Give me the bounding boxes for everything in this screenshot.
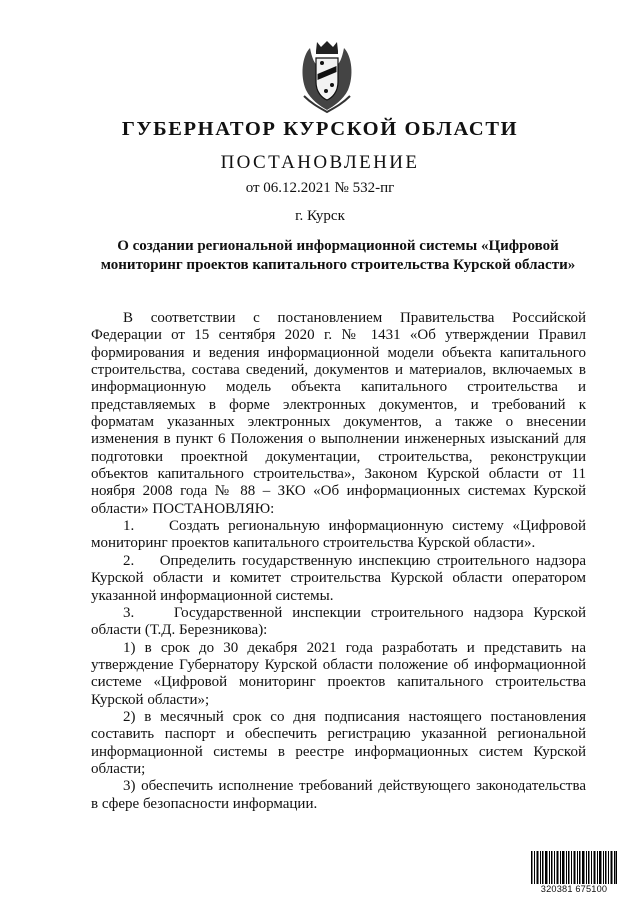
document-body [91, 310, 586, 813]
barcode [531, 851, 617, 895]
subitem-2-paragraph: 2) в месячный срок со дня подписания настоящего постановления составить паспорт и обеспечить регистрацию указанной региональной информационной системы в реестре информационных систем Курской области; [91, 708, 586, 777]
barcode-number: 320381 675100 [540, 884, 608, 894]
date-number: от 06.12.2021 № 532-пг [245, 180, 395, 196]
issuer-title: ГУБЕРНАТОР КУРСКОЙ ОБЛАСТИ [121, 118, 519, 140]
barcode-bars [531, 851, 617, 884]
document-type: ПОСТАНОВЛЕНИЕ [220, 152, 420, 173]
subitem-1-paragraph: 1) в срок до 30 декабря 2021 года разработать и представить на утверждение Губернатору Курской области положение об информационной системе «Цифровой мониторинг проектов капитального строительства Курской области»; [91, 639, 586, 708]
item-3-paragraph: 3. Государственной инспекции строительного надзора Курской области (Т.Д. Березникова): [91, 604, 586, 639]
item-2-paragraph: 2. Определить государственную инспекцию строительного надзора Курской области и комитет строительства Курской области оператором указанной информационной системы. [91, 552, 586, 604]
city: г. Курск [295, 208, 345, 224]
document-subject: О создании региональной информационной системы «Цифровой мониторинг проектов капитального строительства Курской области» [100, 238, 576, 273]
item-1-paragraph: 1. Создать региональную информационную систему «Цифровой мониторинг проектов капитального строительства Курской области». [91, 518, 586, 552]
subitem-3-paragraph: 3) обеспечить исполнение требований действующего законодательства в сфере безопасности информации. [91, 778, 586, 812]
preamble-paragraph: В соответствии с постановлением Правительства Российской Федерации от 15 сентября 2020 г. № 1431 «Об утверждении Правил формирования и ведения информационной модели объекта капитального строительства, состава сведений, документов и материалов, включаемых в информационную модель объекта капитального строительства и представляемых в форме электронных документов, и требований к форматам указанных электронных документов, а также о внесении изменения в пункт 6 Положения о выполнении инженерных изысканий для подготовки проектной документации, строительства, реконструкции объектов капитального строительства», Законом Курской области от 11 ноября 2008 года № 88 – ЗКО «Об информационных системах Курской области» ПОСТАНОВЛЯЮ: [91, 310, 586, 517]
coat-of-arms-emblem [296, 38, 358, 114]
